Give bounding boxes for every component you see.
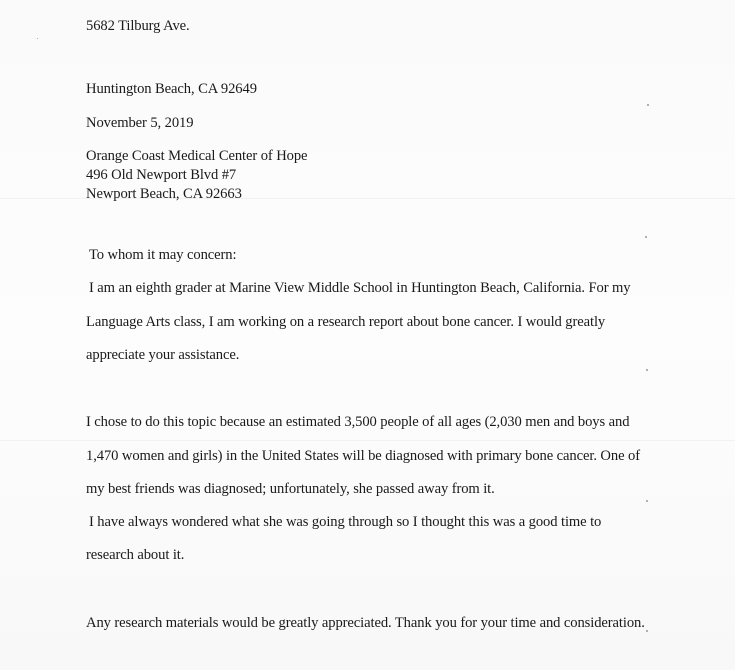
sender-city-state-zip: Huntington Beach, CA 92649 (86, 81, 257, 97)
sender-street: 5682 Tilburg Ave. (86, 18, 190, 34)
letter-date: November 5, 2019 (86, 115, 194, 131)
recipient-city-state-zip: Newport Beach, CA 92663 (86, 186, 242, 202)
paper-speck (646, 369, 648, 371)
paper-speck (646, 500, 648, 502)
body-line: I have always wondered what she was going through so I thought this was a good time to (89, 514, 602, 530)
recipient-street: 496 Old Newport Blvd #7 (86, 167, 237, 183)
recipient-name: Orange Coast Medical Center of Hope (86, 148, 308, 164)
body-line: my best friends was diagnosed; unfortunately, she passed away from it. (86, 481, 495, 497)
body-line: I chose to do this topic because an estimated 3,500 people of all ages (2,030 men and boys and (86, 414, 630, 430)
body-line: Language Arts class, I am working on a research report about bone cancer. I would greatly (86, 314, 606, 330)
body-line: research about it. (86, 547, 185, 563)
body-line: I am an eighth grader at Marine View Middle School in Huntington Beach, California. For my (89, 280, 631, 296)
paper-crease (0, 440, 735, 441)
paper-speck (646, 630, 648, 632)
body-line: appreciate your assistance. (86, 347, 240, 363)
salutation: To whom it may concern: (89, 247, 237, 263)
paper-speck (647, 104, 649, 106)
paper-speck (645, 236, 647, 238)
body-line: 1,470 women and girls) in the United States will be diagnosed with primary bone cancer. One of (86, 448, 640, 464)
paper-speck (37, 38, 38, 39)
body-line: Any research materials would be greatly appreciated. Thank you for your time and consideration. (86, 615, 645, 631)
